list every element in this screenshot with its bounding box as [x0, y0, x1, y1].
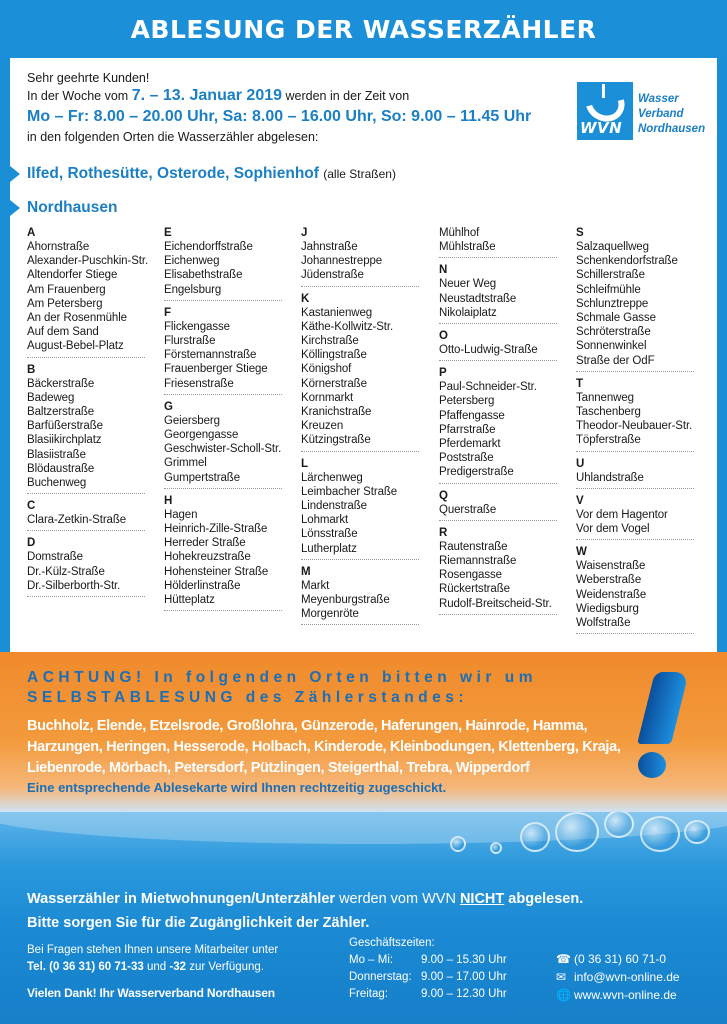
street-name: Bäckerstraße — [27, 377, 95, 390]
submeter-mid: werden vom WVN — [339, 891, 456, 907]
street-name: Meyenburgstraße — [301, 594, 390, 607]
logo-word-3: Nordhausen — [638, 123, 706, 135]
street-name: Barfüßerstraße — [27, 420, 103, 433]
street-name: Predigerstraße — [439, 466, 514, 479]
street-name: Domstraße — [27, 551, 83, 564]
street-name: Alexander-Puschkin-Str. — [27, 255, 149, 268]
street-name: Wolfstraße — [576, 617, 631, 630]
street-name: Kastanienweg — [301, 306, 373, 319]
tel-end: zur Verfügung. — [189, 961, 265, 973]
street-name: Buchenweg — [27, 477, 87, 490]
street-name: Herreder Straße — [164, 537, 246, 550]
hours-table — [349, 952, 507, 1003]
street-group — [27, 499, 157, 531]
street-name: Dr.-Silberborth-Str. — [27, 579, 121, 592]
tel-ext: -32 — [169, 961, 186, 973]
logo-mark — [577, 82, 633, 140]
street-group — [27, 536, 157, 597]
exclamation-icon — [632, 672, 692, 782]
submeter-end: abgelesen. — [508, 891, 584, 907]
street-name: Poststraße — [439, 452, 494, 465]
hours-row — [349, 952, 507, 969]
street-column-3 — [301, 226, 431, 630]
street-group — [576, 457, 706, 489]
street-name: Jüdenstraße — [301, 269, 364, 282]
hours-day: Mo – Mi: — [349, 954, 394, 966]
street-name: Geiersberg — [164, 414, 220, 427]
street-group-letter: K — [301, 292, 310, 305]
hours-day: Freitag: — [349, 988, 388, 1000]
street-name: Badeweg — [27, 391, 75, 404]
street-group-letter: D — [27, 537, 36, 550]
street-name: Förstemannstraße — [164, 349, 257, 362]
street-name: Eichendorffstraße — [164, 241, 253, 253]
hours-day: Donnerstag: — [349, 971, 412, 983]
week-line — [27, 87, 567, 105]
divider — [576, 488, 694, 489]
street-name: Mühlhof — [439, 227, 480, 239]
street-name: Uhlandstraße — [576, 471, 644, 484]
submeter-not: NICHT — [459, 891, 505, 907]
street-group — [27, 226, 157, 358]
divider — [576, 539, 694, 540]
street-column-2 — [164, 226, 294, 616]
bubble — [684, 820, 710, 844]
street-name: Kirchstraße — [301, 335, 359, 348]
divider — [27, 493, 145, 494]
divider — [164, 394, 282, 395]
street-group-letter: C — [27, 500, 36, 513]
divider — [164, 488, 282, 489]
tel-line — [27, 959, 278, 976]
page-title: ABLESUNG DER WASSERZÄHLER — [130, 14, 597, 44]
card-note: Eine entsprechende Ablesekarte wird Ihnen rechtzeitig zugeschickt. — [27, 780, 447, 795]
street-group — [576, 494, 706, 540]
phone-icon: ☎ — [556, 952, 571, 966]
notice-heading — [27, 668, 537, 708]
reach-info — [556, 950, 680, 1004]
thanks-line: Vielen Dank! Ihr Wasserverband Nordhausen — [27, 986, 275, 1000]
street-group-letter: J — [301, 227, 308, 239]
street-name: Flickengasse — [164, 320, 230, 333]
street-name: Altendorfer Stiege — [27, 269, 118, 282]
street-name: Jahnstraße — [301, 241, 358, 253]
email-link[interactable]: info@wvn-online.de — [574, 970, 680, 984]
tel-number: Tel. (0 36 31) 60 71-33 — [27, 961, 144, 973]
region-villages: Ilfed, Rothesütte, Osterode, Sophienhof — [27, 165, 319, 182]
street-group — [301, 292, 431, 452]
divider — [439, 323, 557, 324]
bubble — [640, 816, 680, 852]
street-group — [576, 377, 706, 452]
street-group — [301, 457, 431, 560]
street-name: Kornmarkt — [301, 391, 354, 404]
notice-line-1: ACHTUNG! In folgenden Orten bitten wir um — [27, 669, 537, 686]
street-group-letter: N — [439, 264, 448, 277]
greeting: Sehr geehrte Kunden! — [27, 71, 150, 85]
street-group-letter: F — [164, 306, 172, 319]
street-name: Mühlstraße — [439, 241, 496, 254]
street-columns — [27, 226, 717, 646]
divider — [301, 624, 419, 625]
street-name: Neuer Weg — [439, 278, 497, 291]
street-name: Wiedigsburg — [576, 602, 639, 615]
street-group-letter: M — [301, 565, 311, 578]
street-name: Gumpertstraße — [164, 471, 241, 484]
tel-and: und — [146, 961, 167, 973]
week-prefix: In der Woche vom — [27, 89, 129, 103]
wvn-logo — [577, 82, 707, 144]
street-name: Hölderlinstraße — [164, 579, 241, 592]
divider — [439, 483, 557, 484]
street-group — [439, 489, 569, 521]
street-group — [576, 545, 706, 634]
street-group — [164, 494, 294, 611]
street-name: Schenkendorfstraße — [576, 255, 678, 268]
street-name: Blasiistraße — [27, 448, 86, 461]
street-group-letter: O — [439, 330, 448, 343]
bubble — [450, 836, 466, 852]
divider — [576, 633, 694, 634]
hours-title: Geschäftszeiten: — [349, 937, 435, 949]
street-column-5 — [576, 226, 706, 639]
street-name: Schlunztreppe — [576, 297, 649, 310]
street-group — [439, 263, 569, 324]
divider — [301, 286, 419, 287]
street-group-letter: V — [576, 494, 584, 507]
divider — [301, 451, 419, 452]
street-name: Nikolaiplatz — [439, 306, 497, 319]
street-group — [27, 363, 157, 495]
street-group — [301, 226, 431, 287]
street-group-letter: A — [27, 227, 36, 239]
street-name: Königshof — [301, 363, 352, 376]
street-group-letter: W — [576, 546, 587, 559]
street-name: Blasiikirchplatz — [27, 434, 102, 447]
street-name: Pfaffengasse — [439, 409, 505, 422]
street-name: Dr.-Külz-Straße — [27, 565, 105, 578]
divider — [439, 360, 557, 361]
divider — [27, 596, 145, 597]
hours-time: 9.00 – 12.30 Uhr — [421, 988, 507, 1000]
logo-drop-icon — [602, 84, 610, 98]
street-name: Vor dem Hagentor — [576, 508, 668, 521]
street-name: Blödaustraße — [27, 462, 95, 475]
street-name: Hohensteiner Straße — [164, 565, 269, 578]
street-name: Theodor-Neubauer-Str. — [576, 420, 693, 433]
street-name: Rudolf-Breitscheid-Str. — [439, 597, 552, 610]
bubble — [520, 822, 550, 852]
exclamation-bar — [637, 672, 689, 744]
street-name: August-Bebel-Platz — [27, 340, 124, 353]
street-name: Pfarrstraße — [439, 423, 496, 436]
street-name: An der Rosenmühle — [27, 312, 127, 325]
phone-line — [556, 950, 680, 968]
street-name: Weberstraße — [576, 574, 642, 587]
street-name: Salzaquellweg — [576, 241, 649, 253]
street-name: Neustadtstraße — [439, 292, 517, 305]
street-name: Frauenberger Stiege — [164, 363, 268, 376]
hours-time: 9.00 – 17.00 Uhr — [421, 971, 507, 983]
bottom-line-2: Bitte sorgen Sie für die Zugänglichkeit der Zähler. — [27, 915, 370, 931]
street-group-letter: E — [164, 227, 172, 239]
street-name: Grimmel — [164, 457, 207, 470]
street-name: Paul-Schneider-Str. — [439, 381, 537, 394]
street-group — [576, 226, 706, 372]
self-reading-places: Buchholz, Elende, Etzelsrode, Großlohra, Günzerode, Haferungen, Hainrode, Hamma, Harzungen, Heringen, Hesserode, Holbach, Kinderode, Kleinbodungen, Klettenberg, Kraja, Liebenrode, Mörbach, Petersdorf, Pützlingen, Steigerthal, Trebra, Wipperdorf — [27, 718, 621, 776]
street-name: Tannenweg — [576, 391, 634, 404]
hours-row — [349, 986, 507, 1003]
street-name: Friesenstraße — [164, 377, 234, 390]
street-group-letter: S — [576, 227, 584, 239]
street-name: Kreuzen — [301, 420, 344, 433]
street-name: Engelsburg — [164, 283, 222, 296]
street-group-letter: T — [576, 377, 584, 390]
bubble — [555, 812, 599, 852]
street-name: Am Petersberg — [27, 297, 103, 310]
reading-dates: 7. – 13. Januar 2019 — [131, 87, 283, 104]
divider — [27, 357, 145, 358]
street-name: Pferdemarkt — [439, 438, 501, 451]
street-group-letter: G — [164, 400, 173, 413]
web-line — [556, 986, 680, 1004]
street-group — [439, 329, 569, 361]
street-name: Hagen — [164, 508, 198, 521]
street-name: Johannestreppe — [301, 255, 383, 268]
street-name: Rosengasse — [439, 569, 502, 582]
street-name: Schmale Gasse — [576, 312, 656, 325]
hours-row — [349, 969, 507, 986]
street-name: Straße der OdF — [576, 354, 655, 367]
street-name: Lärchenweg — [301, 471, 363, 484]
bottom-line-1 — [27, 887, 583, 911]
divider — [439, 520, 557, 521]
street-name: Schleifmühle — [576, 283, 641, 296]
street-name: Köllingstraße — [301, 349, 367, 362]
street-name: Heinrich-Zille-Straße — [164, 523, 268, 536]
street-column-4 — [439, 226, 569, 620]
street-name: Baltzerstraße — [27, 406, 95, 419]
street-group — [439, 526, 569, 615]
street-name: Querstraße — [439, 503, 497, 516]
street-group — [439, 366, 569, 483]
questions-line: Bei Fragen stehen Ihnen unsere Mitarbeiter unter — [27, 944, 279, 956]
notice-line-2: SELBSTABLESUNG des Zählerstandes: — [27, 689, 469, 706]
street-name: Schröterstraße — [576, 326, 651, 339]
street-name: Riemannstraße — [439, 555, 517, 568]
following-line: in den folgenden Orten die Wasserzähler abgelesen: — [27, 130, 319, 144]
reading-times: Mo – Fr: 8.00 – 20.00 Uhr, Sa: 8.00 – 16.00 Uhr, So: 9.00 – 11.45 Uhr — [27, 108, 532, 125]
bottom-message — [27, 887, 583, 935]
street-name: Flurstraße — [164, 335, 216, 348]
street-name: Lönsstraße — [301, 528, 358, 541]
street-name: Vor dem Vogel — [576, 523, 650, 536]
street-name: Schillerstraße — [576, 269, 645, 282]
region-heading-nordhausen: Nordhausen — [27, 199, 118, 216]
street-name: Clara-Zetkin-Straße — [27, 514, 127, 527]
street-group-letter: B — [27, 363, 36, 376]
street-name: Rückertstraße — [439, 583, 510, 596]
contact-info — [27, 942, 278, 976]
street-name: Kützingstraße — [301, 434, 371, 447]
street-name: Kranichstraße — [301, 406, 372, 419]
bubble — [490, 842, 502, 854]
divider — [27, 530, 145, 531]
street-name: Körnerstraße — [301, 377, 367, 390]
street-group — [439, 226, 569, 258]
street-group-letter: R — [439, 526, 448, 539]
street-name: Morgenröte — [301, 608, 359, 621]
street-group — [164, 306, 294, 395]
hours-time: 9.00 – 15.30 Uhr — [421, 954, 507, 966]
street-name: Auf dem Sand — [27, 326, 99, 339]
divider — [439, 614, 557, 615]
street-name: Hütteplatz — [164, 594, 215, 607]
submeter-label: Wasserzähler in Mietwohnungen/Unterzähler — [27, 891, 336, 907]
street-name: Markt — [301, 579, 330, 592]
week-suffix: werden in der Zeit von — [285, 89, 410, 103]
divider — [301, 559, 419, 560]
street-group-letter: U — [576, 457, 585, 470]
business-hours — [349, 935, 507, 1003]
street-name: Eichenweg — [164, 255, 220, 268]
street-name: Geschwister-Scholl-Str. — [164, 443, 282, 456]
street-name: Elisabethstraße — [164, 269, 243, 282]
exclamation-dot — [638, 752, 666, 778]
street-name: Am Frauenberg — [27, 283, 106, 296]
street-group — [301, 565, 431, 626]
street-name: Taschenberg — [576, 406, 641, 419]
street-name: Rautenstraße — [439, 540, 508, 553]
region-villages-note: (alle Straßen) — [323, 167, 396, 181]
street-name: Georgengasse — [164, 429, 239, 442]
phone-number[interactable]: (0 36 31) 60 71-0 — [574, 952, 667, 966]
title-bar — [0, 0, 727, 58]
street-group — [164, 400, 294, 489]
region-heading-villages — [27, 165, 396, 183]
street-column-1 — [27, 226, 157, 602]
street-name: Lindenstraße — [301, 500, 367, 513]
intro — [27, 70, 567, 146]
divider — [576, 451, 694, 452]
globe-icon: 🌐 — [556, 988, 571, 1002]
street-group-letter: P — [439, 367, 447, 380]
triangle-icon — [10, 200, 20, 216]
divider — [439, 257, 557, 258]
street-name: Lohmarkt — [301, 514, 349, 527]
divider — [576, 371, 694, 372]
logo-words — [638, 92, 705, 137]
street-name: Ahornstraße — [27, 241, 90, 253]
street-name: Lutherplatz — [301, 542, 357, 555]
street-group-letter: H — [164, 494, 173, 507]
street-name: Weidenstraße — [576, 588, 647, 601]
street-name: Leimbacher Straße — [301, 485, 398, 498]
triangle-icon — [10, 166, 20, 182]
street-name: Waisenstraße — [576, 560, 646, 573]
email-icon: ✉ — [556, 970, 567, 984]
street-group-letter: Q — [439, 489, 448, 502]
street-name: Töpferstraße — [576, 434, 641, 447]
logo-word-1: Wasser — [638, 93, 679, 105]
logo-mark-text: WVN — [580, 119, 623, 137]
street-name: Sonnenwinkel — [576, 340, 647, 353]
logo-word-2: Verband — [638, 108, 684, 120]
street-name: Hohekreuzstraße — [164, 551, 251, 564]
website-link[interactable]: www.wvn-online.de — [574, 988, 677, 1002]
email-line — [556, 968, 680, 986]
street-name: Otto-Ludwig-Straße — [439, 344, 538, 357]
street-name: Petersberg — [439, 395, 495, 408]
street-name: Käthe-Kollwitz-Str. — [301, 320, 394, 333]
divider — [164, 300, 282, 301]
divider — [164, 610, 282, 611]
street-group — [164, 226, 294, 301]
street-group-letter: L — [301, 457, 309, 470]
